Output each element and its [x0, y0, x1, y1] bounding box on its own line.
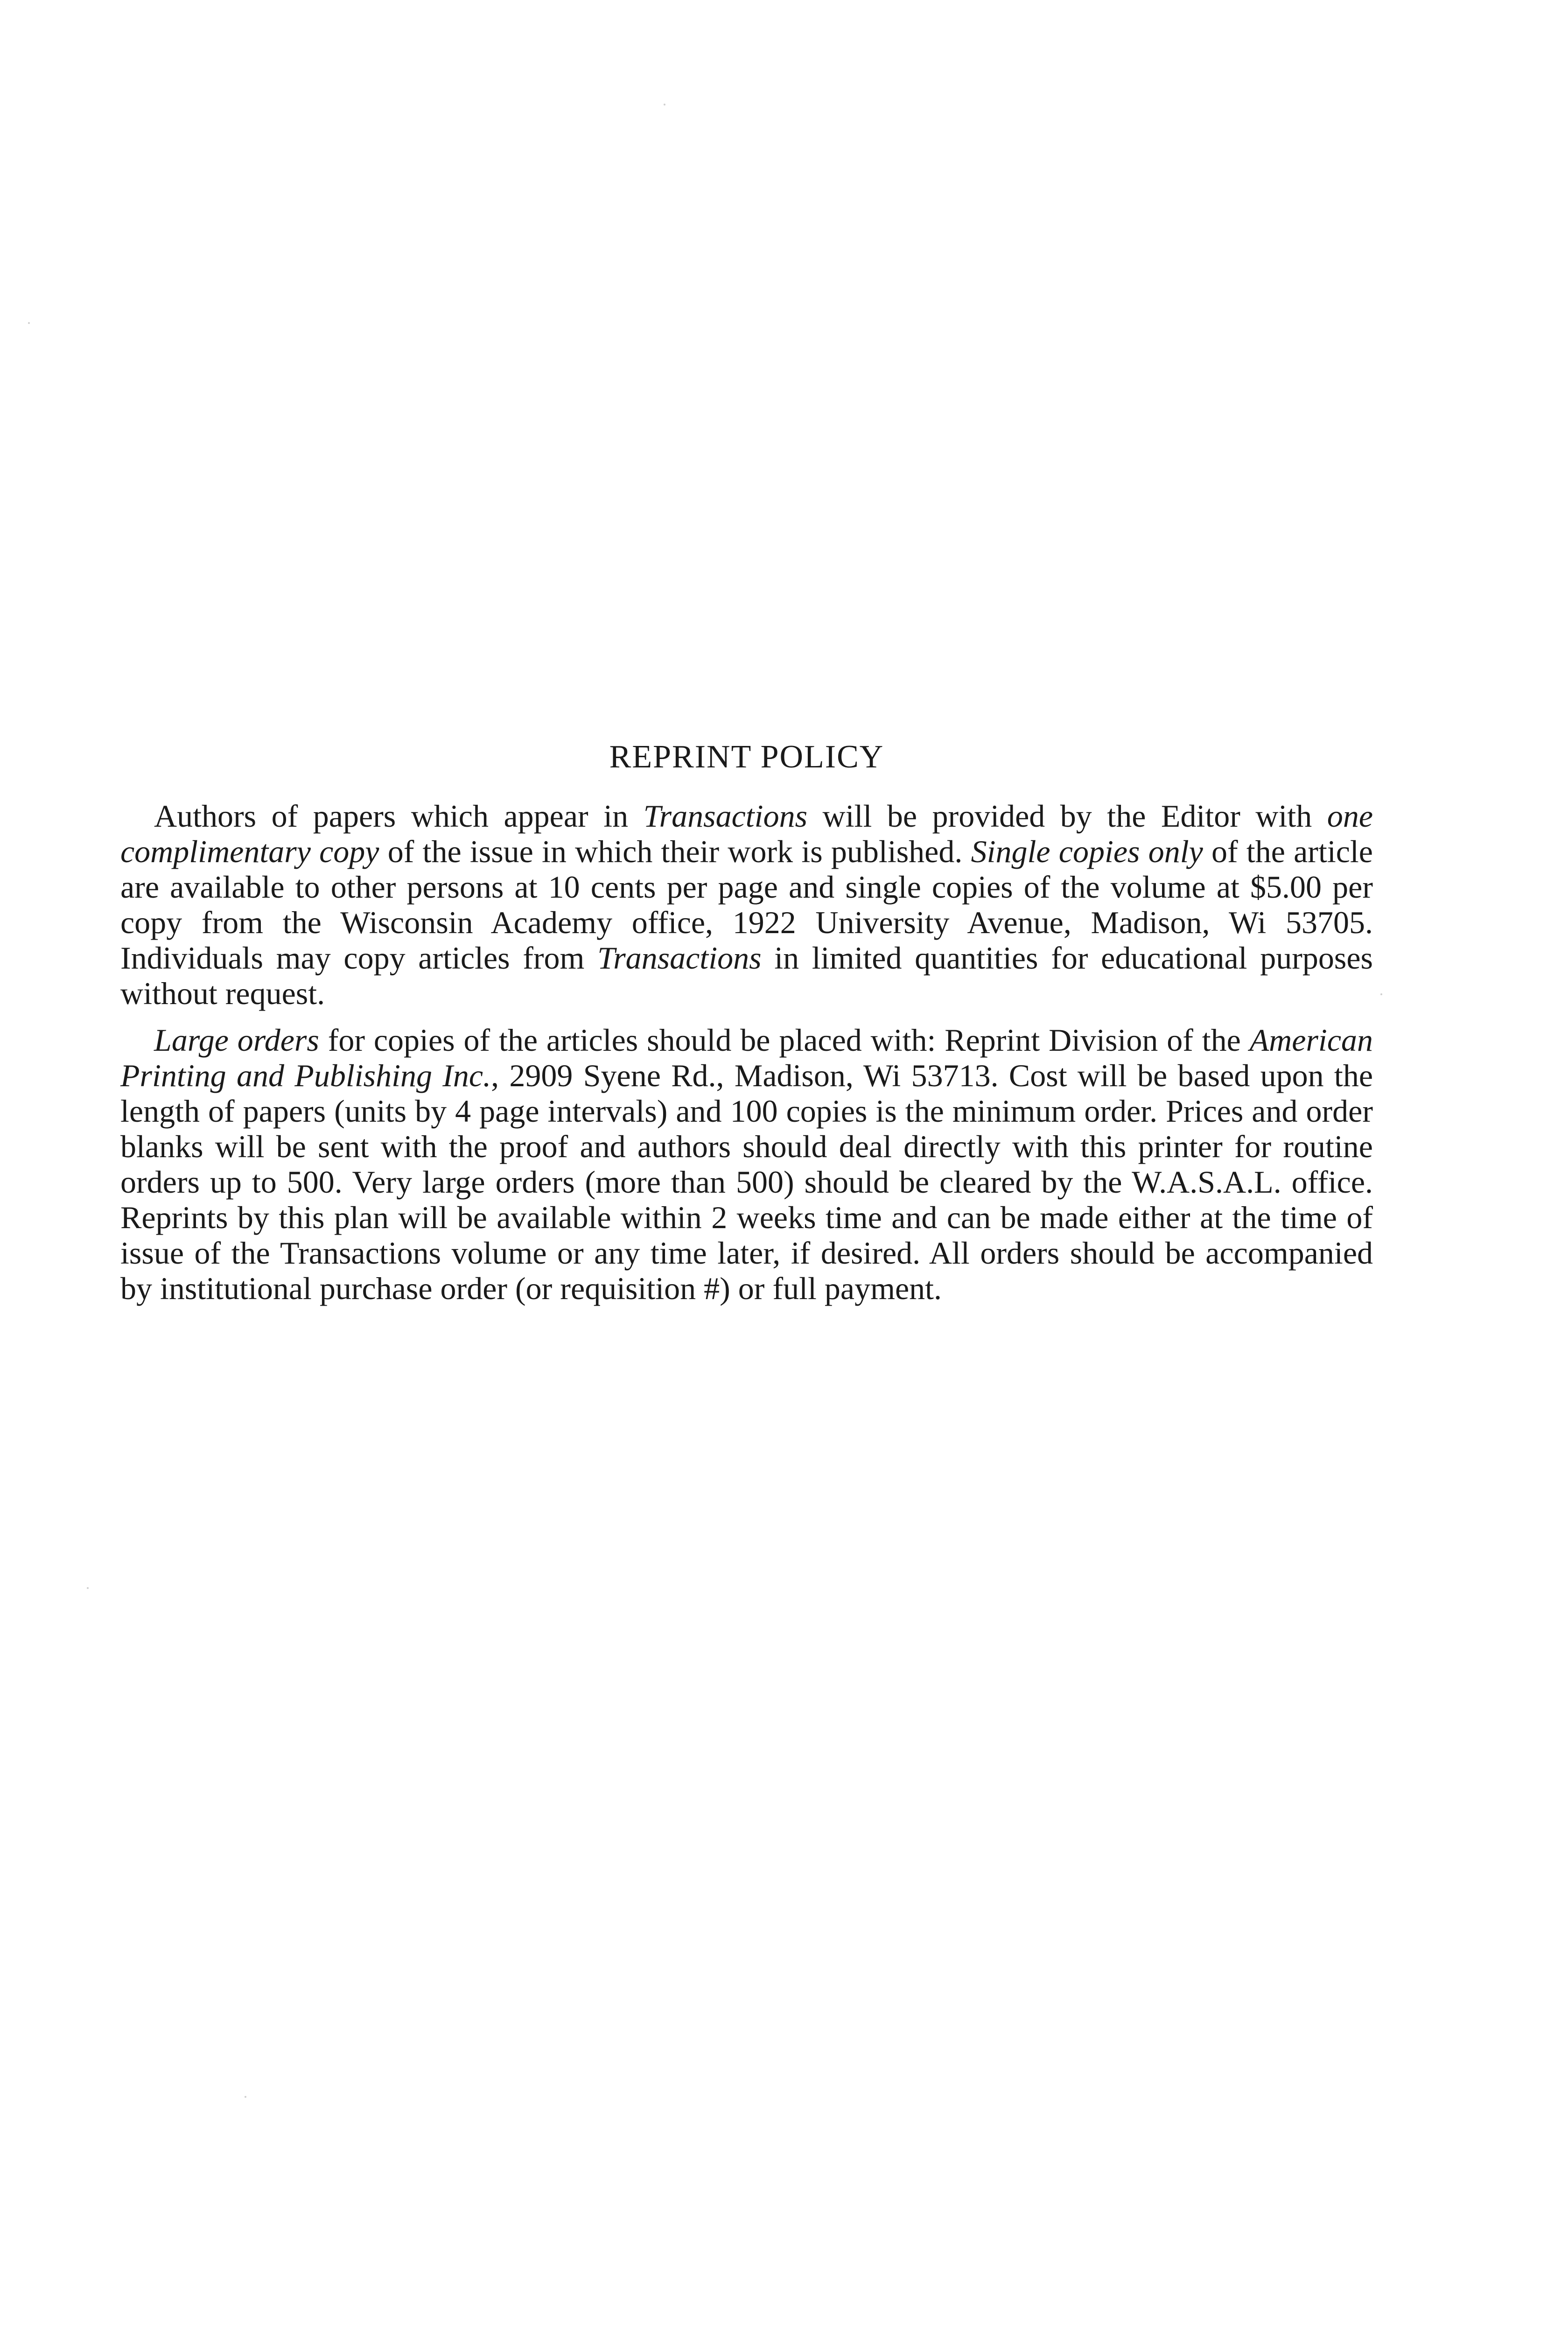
paragraph-large-orders	[120, 1022, 1373, 1306]
page-title: REPRINT POLICY	[609, 739, 884, 775]
paragraph-authors-copies	[120, 798, 1373, 1011]
italic-run: one complimentary copy	[120, 798, 1373, 869]
text-run: , 2909 Syene Rd., Madison, Wi 53713. Cost will be based upon the length of papers (units by 4 page intervals) and 100 copies is the minimum order. Prices and order blanks will be sent with the proof and authors should deal directly with this printer for routine orders up to 500. Very large orders (more than 500) should be cleared by the W.A.S.A.L. office. Reprints by this plan will be available within 2 weeks time and can be made either at the time of issue of the Transactions volume or any time later, if desired. All orders should be accompanied by institutional purchase order (or requisition #) or full payment.	[120, 1058, 1373, 1306]
italic-run: Transactions	[597, 940, 762, 976]
italic-run: American Printing and Publishing Inc.	[120, 1022, 1373, 1093]
italic-run: Transactions	[643, 798, 808, 834]
italic-run: Single copies only	[971, 834, 1203, 869]
italic-run: Large orders	[154, 1022, 319, 1058]
text-run: for copies of the articles should be placed with: Reprint Division of the	[319, 1022, 1250, 1058]
text-run: of the article are available to other persons at 10 cents per page and single copies of the volume at $5.00 per copy from the Wisconsin Academy office, 1922 University Avenue, Madison, Wi 53705. Individuals may copy articles from	[120, 834, 1373, 976]
text-run: of the issue in which their work is published.	[379, 834, 971, 869]
paper-speck	[664, 104, 665, 105]
paper-speck	[1380, 993, 1382, 995]
text-run: Authors of papers which appear in	[154, 798, 644, 834]
paper-speck	[87, 1587, 89, 1589]
text-run: in limited quantities for educational purposes without request.	[120, 940, 1373, 1011]
reprint-policy-section	[120, 738, 1373, 1317]
paper-speck	[28, 322, 30, 324]
text-run: will be provided by the Editor with	[807, 798, 1327, 834]
paper-speck	[245, 2096, 246, 2098]
